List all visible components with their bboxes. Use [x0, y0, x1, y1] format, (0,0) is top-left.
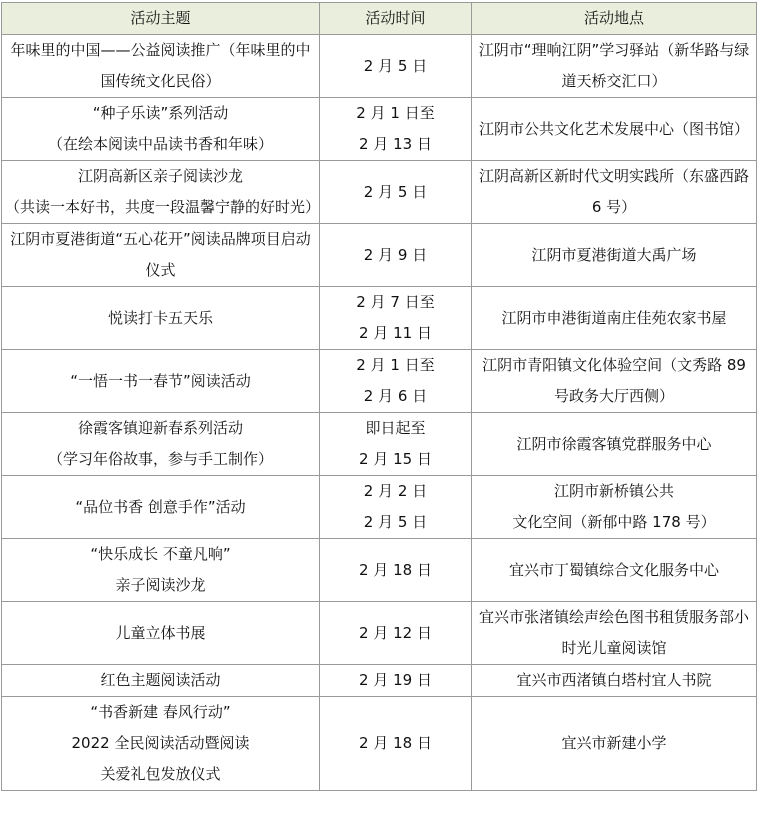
time-cell [320, 224, 472, 287]
table-row [2, 413, 757, 476]
topic-line: （学习年俗故事，参与手工制作） [47, 450, 273, 468]
time-cell [320, 98, 472, 161]
time-line: 2 月 5 日 [363, 182, 428, 201]
events-table [1, 2, 757, 791]
time-line: 2 月 9 日 [363, 245, 428, 264]
topic-cell [2, 476, 320, 539]
table-row [2, 350, 757, 413]
topic-cell [2, 602, 320, 665]
place-line: 江阴市“理响江阴”学习驿站（新华路与绿道天桥交汇口） [478, 41, 750, 90]
topic-line: 红色主题阅读活动 [100, 671, 221, 689]
time-cell [320, 602, 472, 665]
topic-line: 徐霞客镇迎新春系列活动 [77, 419, 243, 437]
time-line: 2 月 18 日 [359, 560, 432, 579]
topic-line: （在绘本阅读中品读书香和年味） [47, 135, 273, 153]
place-cell [472, 224, 757, 287]
place-cell [472, 697, 757, 791]
table-row [2, 476, 757, 539]
time-line: 2 月 15 日 [359, 450, 432, 468]
topic-cell [2, 161, 320, 224]
topic-line: “品位书香 创意手作”活动 [75, 497, 246, 516]
place-cell [472, 602, 757, 665]
topic-line: 江阴高新区亲子阅读沙龙 [77, 167, 243, 185]
table-row [2, 665, 757, 697]
topic-line: “书香新建 春风行动” [90, 703, 231, 721]
header-place: 活动地点 [472, 3, 757, 35]
topic-line: 关爱礼包发放仪式 [100, 765, 221, 783]
place-line: 江阴市夏港街道大禹广场 [531, 245, 697, 264]
time-line: 2 月 13 日 [359, 135, 432, 153]
place-line: 江阴市申港街道南庄佳苑农家书屋 [501, 308, 727, 327]
topic-cell [2, 224, 320, 287]
time-cell [320, 413, 472, 476]
place-cell [472, 665, 757, 697]
topic-line: （共读一本好书，共度一段温馨宁静的好时光） [5, 198, 321, 216]
place-cell [472, 413, 757, 476]
time-line: 即日起至 [365, 419, 426, 437]
time-cell [320, 350, 472, 413]
time-cell [320, 697, 472, 791]
place-cell [472, 350, 757, 413]
table-row [2, 602, 757, 665]
place-line: 江阴市新桥镇公共 [553, 482, 674, 500]
time-line: 2 月 11 日 [359, 324, 432, 342]
topic-line: “一悟一书一春节”阅读活动 [70, 371, 251, 390]
header-row [2, 3, 757, 35]
topic-cell [2, 539, 320, 602]
time-line: 2 月 12 日 [359, 623, 432, 642]
time-cell [320, 35, 472, 98]
time-line: 2 月 5 日 [363, 513, 428, 531]
time-cell [320, 539, 472, 602]
table-row [2, 161, 757, 224]
time-line: 2 月 1 日至 [356, 356, 435, 374]
place-line: 宜兴市丁蜀镇综合文化服务中心 [508, 560, 719, 579]
time-cell [320, 476, 472, 539]
place-cell [472, 35, 757, 98]
place-cell [472, 476, 757, 539]
table-body [2, 35, 757, 791]
time-line: 2 月 19 日 [359, 671, 432, 689]
header-topic: 活动主题 [2, 3, 320, 35]
place-line: 宜兴市西渚镇白塔村宜人书院 [516, 671, 712, 689]
time-cell [320, 665, 472, 697]
topic-cell [2, 413, 320, 476]
time-line: 2 月 7 日至 [356, 293, 435, 311]
time-line: 2 月 1 日至 [356, 104, 435, 122]
time-cell [320, 161, 472, 224]
topic-line: 悦读打卡五天乐 [107, 308, 213, 327]
table-row [2, 35, 757, 98]
table-header [2, 3, 757, 35]
time-line: 2 月 2 日 [363, 482, 428, 500]
topic-cell [2, 665, 320, 697]
place-line: 江阴市公共文化艺术发展中心（图书馆） [478, 119, 749, 138]
place-line: 江阴高新区新时代文明实践所（东盛西路 6 号） [478, 167, 749, 216]
place-line: 宜兴市张渚镇绘声绘色图书租赁服务部小时光儿童阅读馆 [478, 608, 749, 657]
table-row [2, 287, 757, 350]
place-line: 江阴市青阳镇文化体验空间（文秀路 89 号政务大厅西侧） [482, 356, 746, 405]
time-line: 2 月 18 日 [359, 734, 432, 752]
topic-line: 2022 全民阅读活动暨阅读 [71, 734, 250, 752]
place-cell [472, 98, 757, 161]
topic-line: “种子乐读”系列活动 [92, 104, 229, 122]
time-cell [320, 287, 472, 350]
place-cell [472, 539, 757, 602]
time-line: 2 月 6 日 [363, 387, 428, 405]
table-row [2, 697, 757, 791]
table-row [2, 539, 757, 602]
topic-line: 儿童立体书展 [115, 623, 206, 642]
topic-line: 江阴市夏港街道“五心花开”阅读品牌项目启动仪式 [10, 230, 311, 279]
topic-line: 年味里的中国——公益阅读推广（年味里的中国传统文化民俗） [10, 41, 311, 90]
place-line: 宜兴市新建小学 [561, 734, 667, 752]
topic-line: 亲子阅读沙龙 [115, 576, 206, 594]
topic-cell [2, 697, 320, 791]
topic-cell [2, 287, 320, 350]
place-line: 江阴市徐霞客镇党群服务中心 [516, 434, 712, 453]
table-row [2, 224, 757, 287]
place-line: 文化空间（新郁中路 178 号） [512, 513, 716, 531]
time-line: 2 月 5 日 [363, 56, 428, 75]
topic-cell [2, 98, 320, 161]
header-time: 活动时间 [320, 3, 472, 35]
place-cell [472, 287, 757, 350]
place-cell [472, 161, 757, 224]
topic-line: “快乐成长 不童凡响” [90, 545, 231, 563]
table-row [2, 98, 757, 161]
topic-cell [2, 35, 320, 98]
topic-cell [2, 350, 320, 413]
